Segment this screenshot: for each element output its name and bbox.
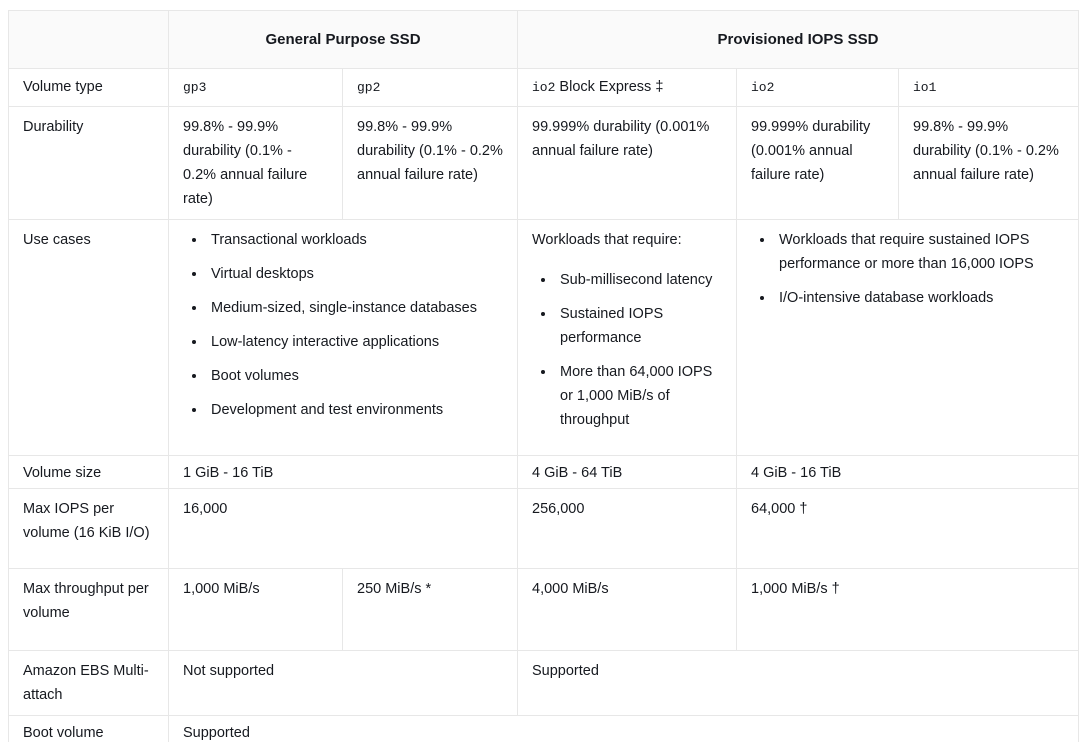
max-iops-label-bold: Max IOPS per volume xyxy=(23,501,115,541)
cell-volume-type-io1 xyxy=(899,69,1079,107)
cell-volume-type-io2-block-express xyxy=(518,69,737,107)
row-max-iops xyxy=(9,489,1079,569)
row-label-use-cases: Use cases xyxy=(9,220,169,456)
cell-use-cases-io2-block-express xyxy=(518,220,737,456)
cell-volume-size-io2-io1: 4 GiB - 16 TiB xyxy=(737,456,1079,489)
cell-use-cases-io2-io1 xyxy=(737,220,1079,456)
code-gp3: gp3 xyxy=(183,80,207,95)
row-label-volume-type: Volume type xyxy=(9,69,169,107)
list-item: • I/O-intensive database workloads xyxy=(775,286,1064,310)
table-group-header-row xyxy=(9,11,1079,69)
cell-volume-type-gp3 xyxy=(169,69,343,107)
cell-max-iops-general-purpose: 16,000 xyxy=(169,489,518,569)
list-item: • Boot volumes xyxy=(207,364,503,388)
cell-volume-type-io2 xyxy=(737,69,899,107)
cell-max-throughput-gp3: 1,000 MiB/s xyxy=(169,569,343,651)
list-item: • Sub-millisecond latency xyxy=(556,268,722,292)
cell-durability-gp3: 99.8% - 99.9% durability (0.1% - 0.2% annual failure rate) xyxy=(169,107,343,220)
row-label-durability: Durability xyxy=(9,107,169,220)
cell-max-iops-io2-block-express: 256,000 xyxy=(518,489,737,569)
list-item: • Sustained IOPS performance xyxy=(556,302,722,350)
corner-cell xyxy=(9,11,169,69)
list-item: • Transactional workloads xyxy=(207,228,503,252)
cell-multi-attach-provisioned-iops: Supported xyxy=(518,651,1079,716)
list-item: • Low-latency interactive applications xyxy=(207,330,503,354)
code-gp2: gp2 xyxy=(357,80,381,95)
row-label-multi-attach: Amazon EBS Multi-attach xyxy=(9,651,169,716)
cell-volume-size-io2-block-express: 4 GiB - 64 TiB xyxy=(518,456,737,489)
cell-max-iops-io2-io1: 64,000 † xyxy=(737,489,1079,569)
cell-durability-io2-block-express: 99.999% durability (0.001% annual failure rate) xyxy=(518,107,737,220)
group-header-general-purpose-ssd: General Purpose SSD xyxy=(169,11,518,69)
list-item: • Medium-sized, single-instance databases xyxy=(207,296,503,320)
code-io2: io2 xyxy=(751,80,775,95)
list-item: • Development and test environments xyxy=(207,398,503,422)
cell-max-throughput-io2-block-express: 4,000 MiB/s xyxy=(518,569,737,651)
row-label-volume-size: Volume size xyxy=(9,456,169,489)
cell-multi-attach-general-purpose: Not supported xyxy=(169,651,518,716)
cell-volume-type-gp2 xyxy=(343,69,518,107)
use-cases-list-io2-io1 xyxy=(751,228,1064,310)
group-header-provisioned-iops-ssd: Provisioned IOPS SSD xyxy=(518,11,1079,69)
code-io1: io1 xyxy=(913,80,937,95)
row-label-max-throughput: Max throughput per volume xyxy=(9,569,169,651)
row-label-boot-volume: Boot volume xyxy=(9,716,169,742)
row-volume-type xyxy=(9,69,1079,107)
list-item: • More than 64,000 IOPS or 1,000 MiB/s of throughput xyxy=(556,360,722,432)
cell-max-throughput-gp2: 250 MiB/s * xyxy=(343,569,518,651)
cell-durability-io1: 99.8% - 99.9% durability (0.1% - 0.2% annual failure rate) xyxy=(899,107,1079,220)
max-iops-label-normal: (16 KiB I/O) xyxy=(69,525,150,541)
row-boot-volume xyxy=(9,716,1079,742)
row-label-max-iops xyxy=(9,489,169,569)
row-volume-size xyxy=(9,456,1079,489)
use-cases-intro: Workloads that require: xyxy=(532,232,682,248)
code-io2: io2 xyxy=(532,80,556,95)
use-cases-list-general-purpose xyxy=(183,228,503,422)
cell-boot-volume-all: Supported xyxy=(169,716,1079,742)
use-cases-list-io2-block-express xyxy=(532,268,722,432)
row-durability xyxy=(9,107,1079,220)
row-use-cases xyxy=(9,220,1079,456)
ebs-volume-types-comparison-table xyxy=(8,10,1079,742)
cell-durability-io2: 99.999% durability (0.001% annual failure rate) xyxy=(737,107,899,220)
cell-max-throughput-io2-io1: 1,000 MiB/s † xyxy=(737,569,1079,651)
list-item: • Virtual desktops xyxy=(207,262,503,286)
list-item: • Workloads that require sustained IOPS performance or more than 16,000 IOPS xyxy=(775,228,1064,276)
row-multi-attach xyxy=(9,651,1079,716)
cell-volume-size-general-purpose: 1 GiB - 16 TiB xyxy=(169,456,518,489)
cell-durability-gp2: 99.8% - 99.9% durability (0.1% - 0.2% annual failure rate) xyxy=(343,107,518,220)
cell-use-cases-general-purpose xyxy=(169,220,518,456)
row-max-throughput xyxy=(9,569,1079,651)
io2-block-express-suffix: Block Express ‡ xyxy=(555,79,664,95)
